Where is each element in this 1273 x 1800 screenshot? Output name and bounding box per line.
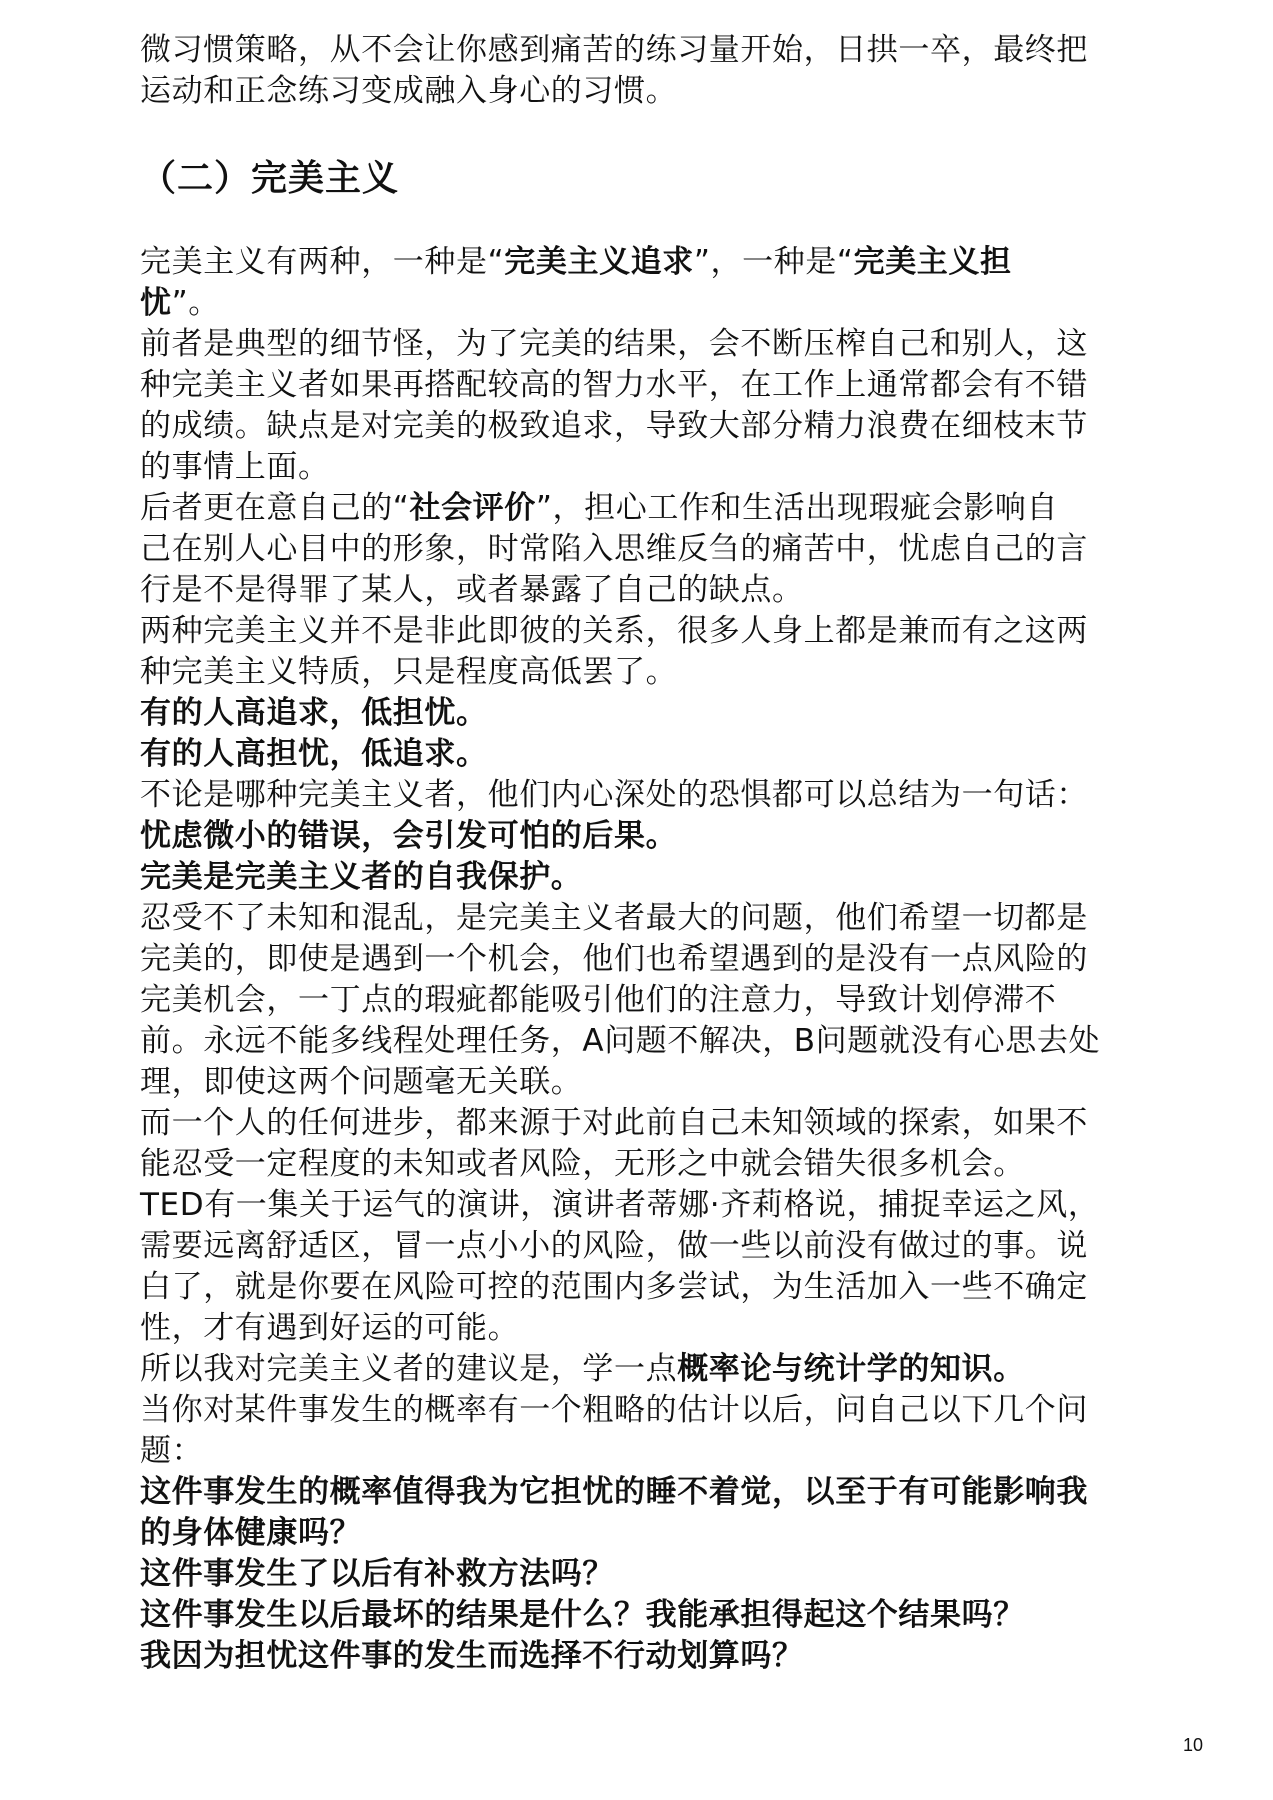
paragraph-10-line-1: 当你对某件事发生的概率有一个粗略的估计以后，问自己以下几个问 [140,1392,1088,1428]
paragraph-7-line-1: 而一个人的任何进步，都来源于对此前自己未知领域的探索，如果不 [140,1105,1088,1141]
paragraph-3-line-2: 己在别人心目中的形象，时常陷入思维反刍的痛苦中，忧虑自己的言 [140,531,1088,567]
page-number: 10 [1182,1735,1203,1755]
bold-statement-2: 有的人高担忧，低追求。 [140,736,488,772]
question-line-5: 我因为担忧这件事的发生而选择不行动划算吗？ [140,1638,804,1674]
bold-statement-4: 完美是完美主义者的自我保护。 [140,859,583,895]
paragraph-text: 后者更在意自己的“ [140,490,410,526]
document-page [140,30,1140,1677]
bold-term-worry: 完美主义担 [853,244,1012,280]
bold-term-probability-statistics: 概率论与统计学的知识。 [677,1351,1025,1387]
paragraph-8-line-4: 性，才有遇到好运的可能。 [140,1310,520,1346]
paragraph-4-line-2: 种完美主义特质，只是程度高低罢了。 [140,654,678,690]
question-line-2: 的身体健康吗？ [140,1515,362,1551]
paragraph-2-line-3: 的成绩。缺点是对完美的极致追求，导致大部分精力浪费在细枝末节 [140,408,1088,444]
paragraph-6-line-4: 前。永远不能多线程处理任务，A问题不解决，B问题就没有心思去处 [140,1023,1101,1059]
section-heading: （二）完美主义 [140,158,400,199]
paragraph-8-line-1: TED有一集关于运气的演讲，演讲者蒂娜·齐莉格说，捕捉幸运之风， [140,1187,1100,1223]
paragraph-text: 所以我对完美主义者的建议是，学一点 [140,1351,678,1387]
paragraph-8-line-2: 需要远离舒适区，冒一点小小的风险，做一些以前没有做过的事。说 [140,1228,1088,1264]
paragraph-3-line-3: 行是不是得罪了某人，或者暴露了自己的缺点。 [140,572,804,608]
paragraph-6-line-2: 完美的，即使是遇到一个机会，他们也希望遇到的是没有一点风险的 [140,941,1088,977]
intro-line-2: 运动和正念练习变成融入身心的习惯。 [140,73,678,109]
paragraph-text: ”。 [171,285,220,321]
paragraph-5: 不论是哪种完美主义者，他们内心深处的恐惧都可以总结为一句话： [140,777,1088,813]
paragraph-2-line-4: 的事情上面。 [140,449,330,485]
paragraph-2-line-2: 种完美主义者如果再搭配较高的智力水平，在工作上通常都会有不错 [140,367,1088,403]
question-line-4: 这件事发生以后最坏的结果是什么？我能承担得起这个结果吗？ [140,1597,1025,1633]
paragraph-7-line-2: 能忍受一定程度的未知或者风险，无形之中就会错失很多机会。 [140,1146,1025,1182]
paragraph-6-line-3: 完美机会，一丁点的瑕疵都能吸引他们的注意力，导致计划停滞不 [140,982,1057,1018]
bold-term-pursuit: 完美主义追求 [504,244,694,280]
bold-statement-3: 忧虑微小的错误，会引发可怕的后果。 [140,818,678,854]
intro-line-1: 微习惯策略，从不会让你感到痛苦的练习量开始，日拱一卒，最终把 [140,32,1088,68]
paragraph-text: ”，担心工作和生活出现瑕疵会影响自 [535,490,1059,526]
question-line-1: 这件事发生的概率值得我为它担忧的睡不着觉，以至于有可能影响我 [140,1474,1088,1510]
paragraph-1-line-2 [140,283,1140,324]
paragraph-2-line-1: 前者是典型的细节怪，为了完美的结果，会不断压榨自己和别人，这 [140,326,1088,362]
paragraph-3-line-1 [140,488,1140,529]
paragraph-1-line-1 [140,242,1140,283]
paragraph-8-line-3: 白了，就是你要在风险可控的范围内多尝试，为生活加入一些不确定 [140,1269,1088,1305]
paragraph-text: 完美主义有两种，一种是“ [140,244,505,280]
paragraph-10-line-2: 题： [140,1433,204,1469]
bold-term-social-evaluation: 社会评价 [409,490,536,526]
paragraph-9 [140,1349,1140,1390]
question-line-3: 这件事发生了以后有补救方法吗？ [140,1556,614,1592]
bold-statement-1: 有的人高追求，低担忧。 [140,695,488,731]
paragraph-4-line-1: 两种完美主义并不是非此即彼的关系，很多人身上都是兼而有之这两 [140,613,1088,649]
paragraph-text: ”，一种是“ [693,244,854,280]
bold-term-worry-end: 忧 [140,285,172,321]
paragraph-6-line-5: 理，即使这两个问题毫无关联。 [140,1064,583,1100]
paragraph-6-line-1: 忍受不了未知和混乱，是完美主义者最大的问题，他们希望一切都是 [140,900,1088,936]
